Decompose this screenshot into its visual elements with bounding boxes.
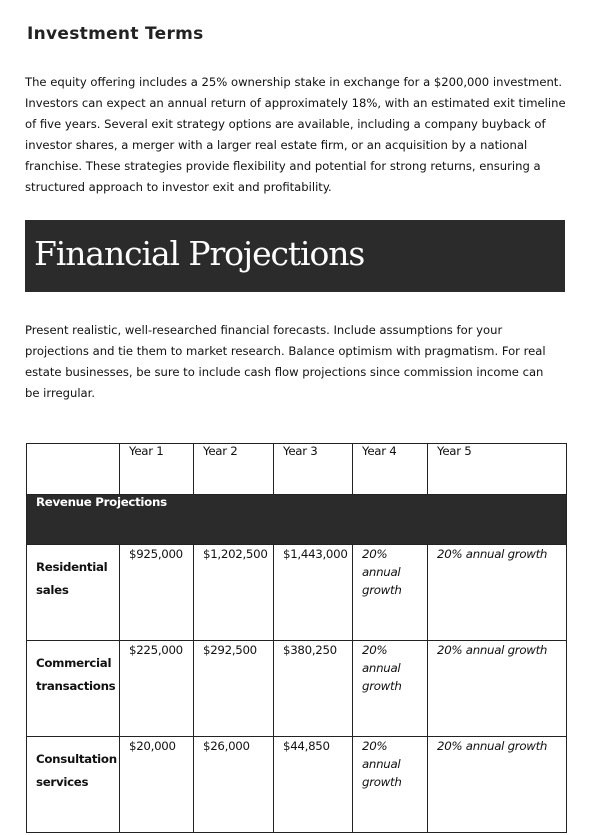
row-label: Residential sales — [27, 545, 120, 641]
section-label: Revenue Projections — [27, 495, 567, 545]
header-cell: Year 4 — [353, 444, 428, 495]
row-label: Commercial transactions — [27, 641, 120, 737]
table-row — [27, 545, 567, 641]
financial-projections-heading: Financial Projections — [34, 234, 365, 273]
header-cell: Year 3 — [274, 444, 353, 495]
table-cell: 20% annual growth — [428, 545, 567, 641]
table-cell: $26,000 — [194, 737, 274, 833]
financial-projections-paragraph: Present realistic, well-researched financial forecasts. Include assumptions for your projections and tie them to market research. Balance optimism with pragmatism. For real estate businesses, be sure to include cash flow projections since commission income can be irregular. — [25, 323, 546, 400]
table-cell: 20% annual growth — [353, 641, 428, 737]
header-cell — [27, 444, 120, 495]
investment-terms-paragraph: The equity offering includes a 25% ownership stake in exchange for a $200,000 investment. Investors can expect an annual return of approximately 18%, with an estimated exit timeline of five years. Several exit strategy options are available, including a company buyback of investor shares, a merger with a larger real estate firm, or an acquisition by a national franchise. These strategies provide flexibility and potential for strong returns, ensuring a structured approach to investor exit and profitability. — [25, 75, 566, 194]
table-cell: 20% annual growth — [428, 641, 567, 737]
table-cell: $925,000 — [120, 545, 194, 641]
investment-terms-heading: Investment Terms — [27, 24, 204, 44]
table-cell: $20,000 — [120, 737, 194, 833]
financial-projections-banner — [25, 220, 565, 292]
table-cell: 20% annual growth — [353, 737, 428, 833]
table-cell: $380,250 — [274, 641, 353, 737]
header-cell: Year 5 — [428, 444, 567, 495]
revenue-projections-table — [26, 443, 567, 833]
table-cell: 20% annual growth — [353, 545, 428, 641]
table-row — [27, 737, 567, 833]
section-row — [27, 495, 567, 545]
table-cell: $44,850 — [274, 737, 353, 833]
header-cell: Year 1 — [120, 444, 194, 495]
header-cell: Year 2 — [194, 444, 274, 495]
table-cell: 20% annual growth — [428, 737, 567, 833]
table-cell: $292,500 — [194, 641, 274, 737]
row-label: Consultation services — [27, 737, 120, 833]
table-row — [27, 641, 567, 737]
table-header-row — [27, 444, 567, 495]
table-cell: $225,000 — [120, 641, 194, 737]
table-cell: $1,443,000 — [274, 545, 353, 641]
table-cell: $1,202,500 — [194, 545, 274, 641]
